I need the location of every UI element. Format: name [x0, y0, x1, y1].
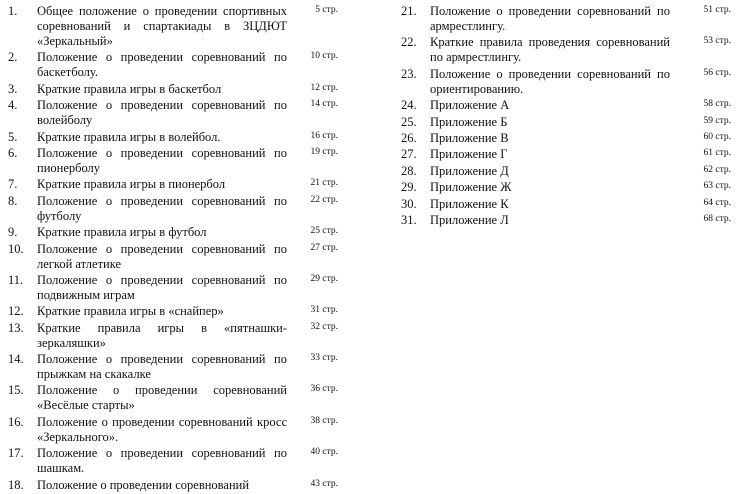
- toc-entry-title: Положение о проведении соревнований «Весёлые старты»: [37, 383, 287, 413]
- toc-entry: [8, 177, 338, 192]
- toc-entry-title: Краткие правила игры в волейбол.: [37, 129, 221, 144]
- toc-entry-number: 23.: [401, 66, 417, 81]
- toc-left-column: [8, 4, 338, 494]
- toc-entry: [8, 383, 338, 413]
- toc-entry-page: 38 стр.: [310, 415, 338, 426]
- toc-entry-title: Положение о проведении соревнований по армрестлингу.: [430, 4, 670, 33]
- toc-entry-page: 64 стр.: [703, 197, 731, 208]
- toc-entry-number: 11.: [8, 272, 24, 287]
- toc-entry-title: Положение о проведении соревнований по ориентированию.: [430, 66, 670, 96]
- toc-entry: [401, 115, 731, 130]
- toc-entry-page: 25 стр.: [310, 226, 338, 237]
- toc-entry-title: Краткие правила игры в пионербол: [37, 177, 226, 192]
- toc-entry: [401, 180, 731, 195]
- toc-entry-page: 33 стр.: [310, 353, 338, 364]
- toc-entry-number: 7.: [8, 177, 18, 192]
- toc-entry-number: 26.: [401, 130, 417, 145]
- toc-entry: [8, 242, 338, 272]
- toc-entry-number: 3.: [8, 81, 18, 96]
- toc-entry-number: 31.: [401, 212, 417, 227]
- toc-entry-number: 29.: [401, 180, 417, 195]
- toc-entry-page: 61 стр.: [703, 148, 731, 159]
- toc-entry-title: Положение о проведении соревнований по пионерболу: [37, 145, 287, 175]
- toc-entry: [8, 478, 338, 493]
- toc-entry-page: 16 стр.: [310, 130, 338, 141]
- toc-entry: [401, 98, 731, 113]
- toc-entry-number: 12.: [8, 304, 24, 319]
- toc-entry-number: 27.: [401, 147, 417, 162]
- toc-entry-title: Положение о проведении соревнований: [37, 477, 250, 492]
- toc-entry-number: 1.: [8, 4, 18, 18]
- toc-entry-page: 12 стр.: [310, 82, 338, 93]
- toc-entry: [8, 415, 338, 445]
- toc-entry-page: 19 стр.: [310, 146, 338, 157]
- toc-entry-number: 18.: [8, 477, 24, 492]
- toc-entry: [8, 321, 338, 351]
- toc-entry: [401, 213, 731, 228]
- toc-entry: [8, 130, 338, 145]
- toc-entry-page: 51 стр.: [703, 5, 731, 15]
- toc-entry: [8, 273, 338, 303]
- toc-entry-number: 16.: [8, 414, 24, 429]
- toc-entry-page: 62 стр.: [703, 164, 731, 175]
- toc-entry-number: 9.: [8, 225, 18, 240]
- toc-entry-number: 22.: [401, 35, 417, 50]
- toc-entry: [401, 67, 731, 97]
- toc-entry-title: Положение о проведении соревнований по волейболу: [37, 98, 287, 128]
- toc-entry-number: 24.: [401, 98, 417, 113]
- toc-entry-page: 60 стр.: [703, 131, 731, 142]
- toc-entry: [8, 98, 338, 128]
- toc-entry-number: 28.: [401, 163, 417, 178]
- toc-entry-page: 29 стр.: [310, 273, 338, 284]
- toc-entry: [401, 147, 731, 162]
- toc-entry: [8, 304, 338, 319]
- toc-entry-number: 13.: [8, 320, 24, 335]
- toc-entry: [8, 4, 338, 49]
- toc-entry-title: Положение о проведении соревнований по футболу: [37, 193, 287, 223]
- toc-entry-title: Приложение Г: [430, 147, 508, 162]
- toc-entry-title: Положение о проведении соревнований по подвижным играм: [37, 272, 287, 302]
- toc-entry-number: 4.: [8, 98, 18, 113]
- toc-entry: [8, 352, 338, 382]
- toc-entry-page: 59 стр.: [703, 115, 731, 126]
- toc-entry: [401, 35, 731, 65]
- toc-entry-title: Краткие правила игры в «пятнашки-зеркаляшки»: [37, 320, 287, 350]
- toc-entry-number: 30.: [401, 196, 417, 211]
- toc-entry-title: Приложение А: [430, 98, 510, 113]
- toc-entry-page: 32 стр.: [310, 321, 338, 332]
- toc-entry-page: 21 стр.: [310, 178, 338, 189]
- toc-entry-title: Положение о проведении соревнований по баскетболу.: [37, 50, 287, 80]
- toc-entry-title: Положение о проведении соревнований по шашкам.: [37, 446, 287, 476]
- toc-entry-number: 14.: [8, 352, 24, 367]
- toc-entry-title: Приложение В: [430, 130, 509, 145]
- toc-entry-number: 17.: [8, 446, 24, 461]
- toc-entry: [8, 50, 338, 80]
- toc-entry-number: 25.: [401, 114, 417, 129]
- toc-entry-number: 5.: [8, 129, 18, 144]
- toc-entry: [401, 197, 731, 212]
- toc-entry: [401, 131, 731, 146]
- toc-entry-title: Положение о проведении соревнований по прыжкам на скакалке: [37, 352, 287, 382]
- toc-entry-title: Краткие правила игры в «снайпер»: [37, 304, 224, 319]
- toc-entry: [8, 446, 338, 476]
- toc-right-column: [401, 4, 731, 229]
- toc-entry-title: Приложение К: [430, 196, 509, 211]
- toc-entry-title: Положение о проведении соревнований кросс «Зеркального».: [37, 414, 287, 444]
- toc-entry-page: 14 стр.: [310, 99, 338, 110]
- toc-entry-title: Приложение Л: [430, 212, 509, 227]
- toc-entry-page: 40 стр.: [310, 447, 338, 458]
- toc-entry-number: 15.: [8, 383, 24, 398]
- toc-entry: [8, 194, 338, 224]
- toc-entry-title: Краткие правила игры в футбол: [37, 225, 207, 240]
- toc-entry-page: 10 стр.: [310, 51, 338, 62]
- toc-entry-page: 36 стр.: [310, 384, 338, 395]
- toc-entry-title: Приложение Д: [430, 163, 509, 178]
- toc-entry-number: 10.: [8, 241, 24, 256]
- toc-entry: [401, 4, 731, 34]
- toc-entry-page: 56 стр.: [703, 67, 731, 78]
- toc-entry-number: 6.: [8, 145, 18, 160]
- toc-entry-page: 22 стр.: [310, 194, 338, 205]
- toc-entry-number: 21.: [401, 4, 417, 18]
- toc-entry: [8, 82, 338, 97]
- toc-entry: [401, 164, 731, 179]
- toc-entry-page: 5 стр.: [315, 5, 338, 15]
- toc-entry-title: Общее положение о проведении спортивных соревнований и спартакиады в ЗЦДЮТ «Зеркальный»: [37, 4, 287, 48]
- toc-entry-title: Приложение Ж: [430, 180, 512, 195]
- toc-entry-page: 43 стр.: [310, 478, 338, 489]
- toc-entry-page: 31 стр.: [310, 305, 338, 316]
- toc-entry-title: Положение о проведении соревнований по легкой атлетике: [37, 241, 287, 271]
- toc-entry-title: Краткие правила игры в баскетбол: [37, 81, 222, 96]
- toc-entry-number: 8.: [8, 193, 18, 208]
- toc-entry-page: 63 стр.: [703, 181, 731, 192]
- toc-entry: [8, 225, 338, 240]
- toc-entry-page: 53 стр.: [703, 36, 731, 47]
- toc-entry-page: 58 стр.: [703, 99, 731, 110]
- toc-entry-number: 2.: [8, 50, 18, 65]
- toc-entry-page: 27 стр.: [310, 242, 338, 253]
- toc-entry-title: Краткие правила проведения соревнований по армрестлингу.: [430, 35, 670, 65]
- toc-entry: [8, 146, 338, 176]
- toc-entry-page: 68 стр.: [703, 213, 731, 224]
- toc-entry-title: Приложение Б: [430, 114, 508, 129]
